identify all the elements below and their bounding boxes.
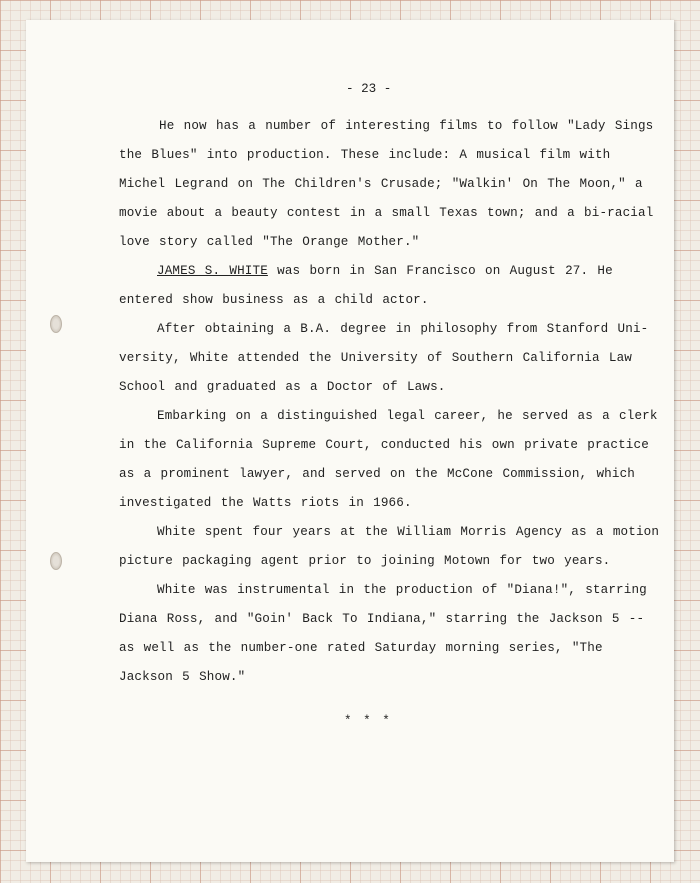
text-line: Michel Legrand on The Children's Crusade; "Walkin' On The Moon," a <box>119 177 643 191</box>
text-line: love story called "The Orange Mother." <box>119 235 420 249</box>
person-name: JAMES S. WHITE <box>157 264 268 278</box>
text-line: as well as the number-one rated Saturday morning series, "The <box>119 641 603 655</box>
text-line: He now has a number of interesting films to follow "Lady Sings <box>159 119 654 133</box>
text-line: as a prominent lawyer, and served on the McCone Commission, which <box>119 467 635 481</box>
text-line: School and graduated as a Doctor of Laws. <box>119 380 446 394</box>
text-line: White spent four years at the William Morris Agency as a motion <box>157 525 660 539</box>
text-line: entered show business as a child actor. <box>119 293 429 307</box>
end-mark: * * * <box>344 714 392 728</box>
body-text <box>119 112 660 692</box>
page-number: - 23 - <box>346 82 392 96</box>
text-line: investigated the Watts riots in 1966. <box>119 496 412 510</box>
text-run: was born in San Francisco on August 27. He <box>267 264 613 278</box>
text-line: After obtaining a B.A. degree in philosophy from Stanford Uni- <box>157 322 649 336</box>
text-line: Embarking on a distinguished legal career, he served as a clerk <box>157 409 658 423</box>
punch-hole <box>50 315 62 333</box>
text-line: picture packaging agent prior to joining Motown for two years. <box>119 554 611 568</box>
text-line: versity, White attended the University of Southern California Law <box>119 351 632 365</box>
text-line: Jackson 5 Show." <box>119 670 246 684</box>
punch-hole <box>50 552 62 570</box>
text-line: Diana Ross, and "Goin' Back To Indiana," starring the Jackson 5 -- <box>119 612 645 626</box>
text-line: White was instrumental in the production of "Diana!", starring <box>157 583 647 597</box>
text-line: the Blues" into production. These include: A musical film with <box>119 148 611 162</box>
text-line: in the California Supreme Court, conducted his own private practice <box>119 438 649 452</box>
text-line <box>119 257 639 286</box>
text-line: movie about a beauty contest in a small Texas town; and a bi-racial <box>119 206 654 220</box>
document-page <box>26 20 674 862</box>
